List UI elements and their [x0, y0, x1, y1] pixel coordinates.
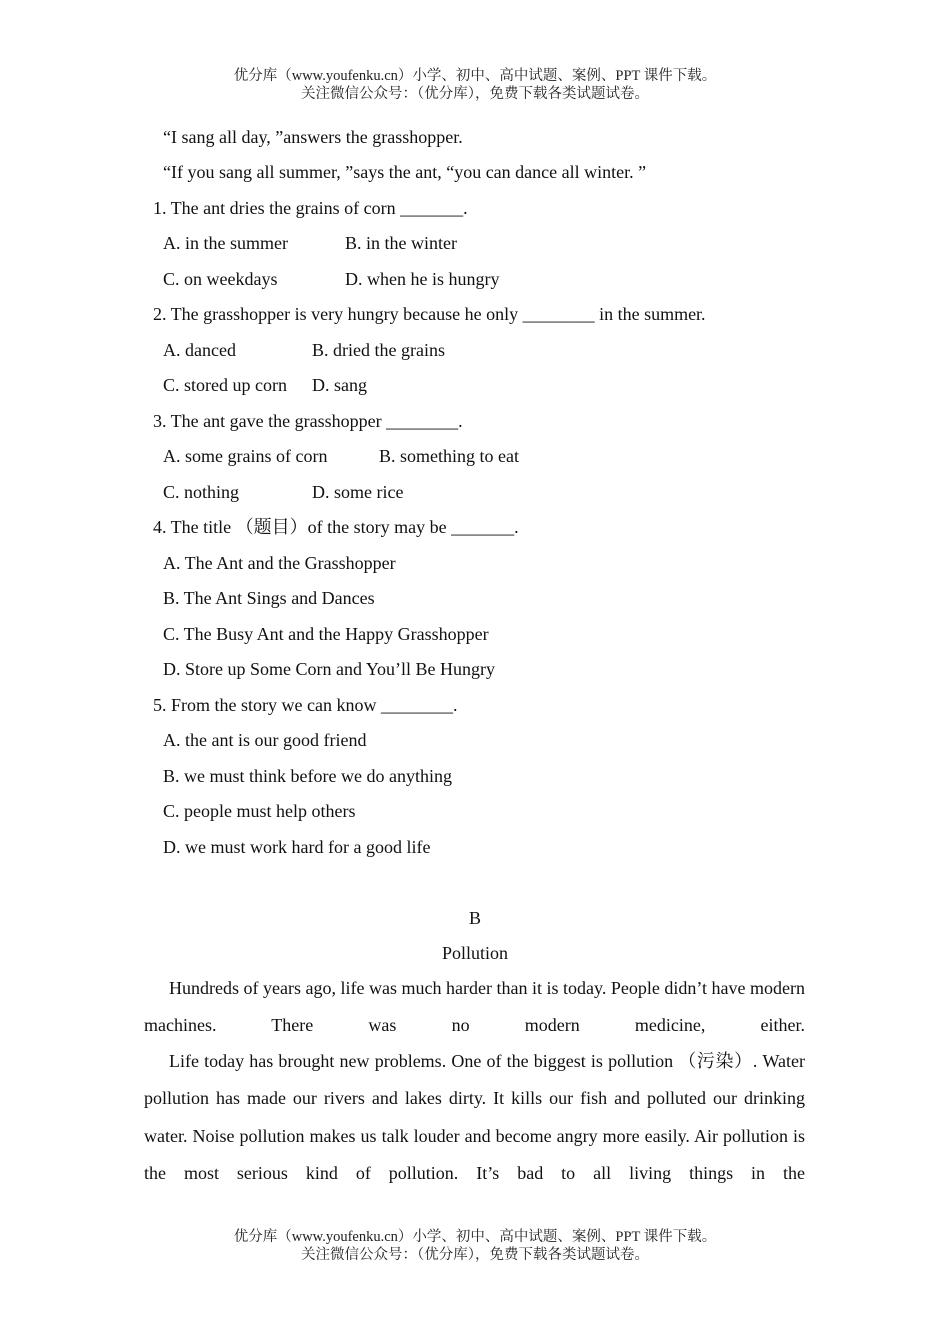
footer-line-2: 关注微信公众号：（优分库），免费下载各类试题试卷。 — [301, 1247, 649, 1263]
question-2-option-a: A. danced — [163, 340, 236, 360]
story-line-2: “If you sang all summer, ”says the ant, “you can dance all winter. ” — [163, 162, 647, 182]
question-5-option-a: A. the ant is our good friend — [163, 730, 367, 750]
question-3-option-a: A. some grains of corn — [163, 446, 328, 466]
page-header — [0, 67, 950, 103]
page-footer — [0, 1228, 950, 1264]
question-1-option-a: A. in the summer — [163, 233, 288, 253]
question-1-option-b: B. in the winter — [345, 233, 457, 253]
story-line-1: “I sang all day, ”answers the grasshopper. — [163, 127, 463, 147]
section-title: Pollution — [441, 943, 508, 963]
question-1-stem: 1. The ant dries the grains of corn _______. — [153, 198, 468, 218]
question-2-option-c: C. stored up corn — [163, 375, 287, 395]
question-3-option-b: B. something to eat — [379, 446, 519, 466]
question-5-stem: 5. From the story we can know ________. — [153, 695, 458, 715]
section-letter: B — [468, 908, 481, 928]
footer-line-1: 优分库（www.youfenku.cn）小学、初中、高中试题、案例、PPT 课件下载。 — [233, 1229, 717, 1245]
question-5-option-b: B. we must think before we do anything — [163, 766, 452, 786]
header-line-2: 关注微信公众号：（优分库），免费下载各类试题试卷。 — [301, 86, 649, 102]
question-3-option-c: C. nothing — [163, 482, 240, 502]
question-1-option-c: C. on weekdays — [163, 269, 278, 289]
question-3-stem: 3. The ant gave the grasshopper ________. — [153, 411, 463, 431]
question-4-option-d: D. Store up Some Corn and You’ll Be Hungry — [163, 659, 495, 679]
question-5-option-d: D. we must work hard for a good life — [163, 837, 431, 857]
question-4-option-c: C. The Busy Ant and the Happy Grasshopper — [163, 624, 489, 644]
question-5-option-c: C. people must help others — [163, 801, 356, 821]
question-4-option-a: A. The Ant and the Grasshopper — [163, 553, 396, 573]
question-2-stem: 2. The grasshopper is very hungry because he only ________ in the summer. — [153, 304, 706, 324]
question-2-option-d: D. sang — [312, 375, 367, 395]
question-1-option-d: D. when he is hungry — [345, 269, 500, 289]
paragraph-2: Life today has brought new problems. One of the biggest is pollution （污染）. Water pollution has made our rivers and lakes dirty. It kills our fish and polluted our drinking water. Noise pollution makes us talk louder and become angry more easily. Air pollution is the most serious kind of pollution. It’s bad to all living things in the — [144, 1051, 805, 1183]
question-4-option-b: B. The Ant Sings and Dances — [163, 588, 375, 608]
question-2-option-b: B. dried the grains — [312, 340, 445, 360]
paragraph-1: Hundreds of years ago, life was much harder than it is today. People didn’t have modern machines. There was no modern medicine, either. — [144, 978, 805, 1036]
header-line-1: 优分库（www.youfenku.cn）小学、初中、高中试题、案例、PPT 课件下载。 — [233, 68, 717, 84]
question-4-stem: 4. The title （题目）of the story may be _______. — [153, 517, 519, 537]
question-3-option-d: D. some rice — [312, 482, 404, 502]
